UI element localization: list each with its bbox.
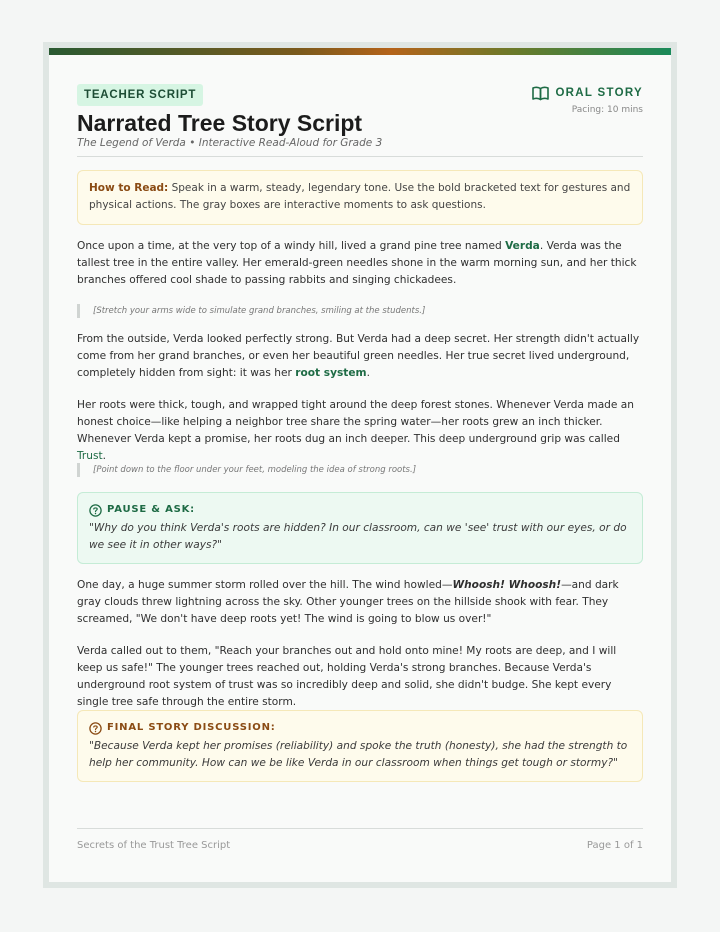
final-question: "Because Verda kept her promises (reliability) and spoke the truth (honesty), she had the strength to help her community. How can we be like Verda in our classroom when things get tough or stormy?" — [89, 740, 628, 769]
document-sheet — [49, 48, 671, 882]
final-discussion-box — [77, 710, 643, 782]
story-paragraph-4 — [77, 577, 643, 628]
page-frame — [43, 42, 677, 888]
sound-effect: Whoosh! Whoosh! — [452, 579, 562, 591]
question-circle-icon — [89, 722, 102, 735]
gradient-top-bar — [49, 48, 671, 55]
story-paragraph-1 — [77, 238, 643, 289]
page-subtitle: The Legend of Verda • Interactive Read-Aloud for Grade 3 — [77, 137, 383, 149]
story-paragraph-3 — [77, 397, 643, 465]
pause-and-ask-heading — [89, 502, 631, 518]
page-number: Page 1 of 1 — [586, 840, 643, 851]
story-text: . — [366, 367, 370, 379]
page-title: Narrated Tree Story Script — [77, 110, 363, 136]
story-text: . Verda was the tallest tree in the entire valley. Her emerald-green needles shone in the warm morning sun, and her thick branches offered cool shade to passing rabbits and singing chickadees. — [77, 240, 637, 286]
footer-title: Secrets of the Trust Tree Script — [77, 840, 231, 851]
pacing-text: Pacing: 10 mins — [571, 105, 643, 115]
pause-and-ask-box — [77, 492, 643, 564]
story-text: One day, a huge summer storm rolled over the hill. The wind howled— — [77, 579, 453, 591]
how-to-read-text: Speak in a warm, steady, legendary tone. Use the bold bracketed text for gestures and physical actions. The gray boxes are interactive moments to ask questions. — [89, 182, 631, 211]
story-text: Once upon a time, at the very top of a windy hill, lived a grand pine tree named — [77, 240, 506, 252]
story-text: . — [102, 450, 107, 462]
story-text: —and dark gray clouds threw lightning across the sky. Other younger trees on the hillside shook with fear. They screamed, "We don't have deep roots yet! The wind is going to blow us over!" — [77, 579, 619, 625]
teacher-script-badge: TEACHER SCRIPT — [77, 84, 203, 106]
header-divider — [77, 156, 643, 157]
oral-story-label — [532, 84, 643, 102]
how-to-read-box — [77, 170, 643, 225]
gesture-cue-1: [Stretch your arms wide to simulate grand branches, smiling at the students.] — [77, 304, 643, 318]
gesture-cue-2: [Point down to the floor under your feet, modeling the idea of strong roots.] — [77, 463, 643, 477]
term-root-system: root system — [295, 367, 367, 379]
final-discussion-heading — [89, 720, 631, 736]
question-circle-icon — [89, 504, 102, 517]
term-trust: Trust — [77, 450, 103, 462]
pause-question: "Why do you think Verda's roots are hidden? In our classroom, can we 'see' trust with our eyes, or do we see it in other ways?" — [89, 522, 627, 551]
open-book-icon — [532, 86, 549, 101]
footer-divider — [77, 828, 643, 829]
story-text: Her roots were thick, tough, and wrapped tight around the deep forest stones. Whenever Verda made an honest choice—like helping a neighbor tree share the spring water—her roots grew an inch thicker. Whenever Verda kept a promise, her roots dug an inch deeper. This deep underground grip was called — [77, 399, 634, 445]
final-discussion-title: FINAL STORY DISCUSSION: — [107, 722, 276, 733]
pause-and-ask-title: PAUSE & ASK: — [107, 504, 195, 515]
character-name-verda: Verda — [505, 240, 540, 252]
story-text: From the outside, Verda looked perfectly strong. But Verda had a deep secret. Her strength didn't actually come from her grand branches, or even her beautiful green needles. Her true secret lived underground, completely hidden from sight: it was her — [77, 333, 640, 379]
story-paragraph-5: Verda called out to them, "Reach your branches out and hold onto mine! My roots are deep, and I will keep us safe!" The younger trees reached out, holding Verda's strong branches. Because Verda's underground root system of trust was so incredibly deep and solid, she didn't budge. She kept every single tree safe through the entire storm. — [77, 645, 617, 708]
how-to-read-label: How to Read: — [89, 182, 169, 194]
oral-story-text: ORAL STORY — [555, 87, 643, 99]
story-paragraph-2 — [77, 331, 643, 382]
